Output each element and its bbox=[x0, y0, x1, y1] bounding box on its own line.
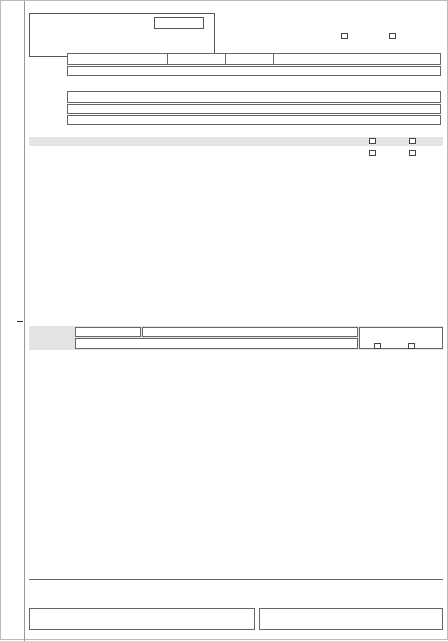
form-body bbox=[29, 13, 443, 633]
signature-field[interactable] bbox=[259, 608, 443, 630]
footer-divider bbox=[29, 579, 443, 580]
prev-home-foreign[interactable] bbox=[67, 115, 441, 125]
main-residence-option[interactable] bbox=[341, 33, 350, 39]
q2-yes[interactable] bbox=[369, 150, 378, 156]
marriage-place-field[interactable] bbox=[142, 327, 358, 337]
note-box bbox=[154, 17, 204, 29]
question-1-row bbox=[29, 137, 443, 146]
place-date-field[interactable] bbox=[29, 608, 255, 630]
secondary-residence-checkbox[interactable] bbox=[389, 33, 396, 39]
q1-yes[interactable] bbox=[369, 138, 378, 144]
q2-no[interactable] bbox=[409, 150, 418, 156]
divider bbox=[167, 53, 168, 65]
secondary-residence-option[interactable] bbox=[389, 33, 398, 39]
prev-home-row[interactable] bbox=[67, 91, 441, 103]
q1-no[interactable] bbox=[409, 138, 418, 144]
fold-mark bbox=[17, 321, 23, 322]
new-home-row bbox=[67, 53, 441, 65]
main-residence-checkbox[interactable] bbox=[341, 33, 348, 39]
divider bbox=[273, 53, 274, 65]
sidebar bbox=[1, 1, 25, 641]
marriage-date-field[interactable] bbox=[75, 327, 141, 337]
spouse-field[interactable] bbox=[75, 338, 358, 349]
family-book-field bbox=[359, 327, 443, 349]
stamp-box bbox=[29, 13, 215, 57]
prev-home-street[interactable] bbox=[67, 104, 441, 114]
divider bbox=[225, 53, 226, 65]
new-home-street[interactable] bbox=[67, 66, 441, 76]
family-book-no[interactable] bbox=[408, 343, 417, 349]
family-book-yes[interactable] bbox=[374, 343, 383, 349]
